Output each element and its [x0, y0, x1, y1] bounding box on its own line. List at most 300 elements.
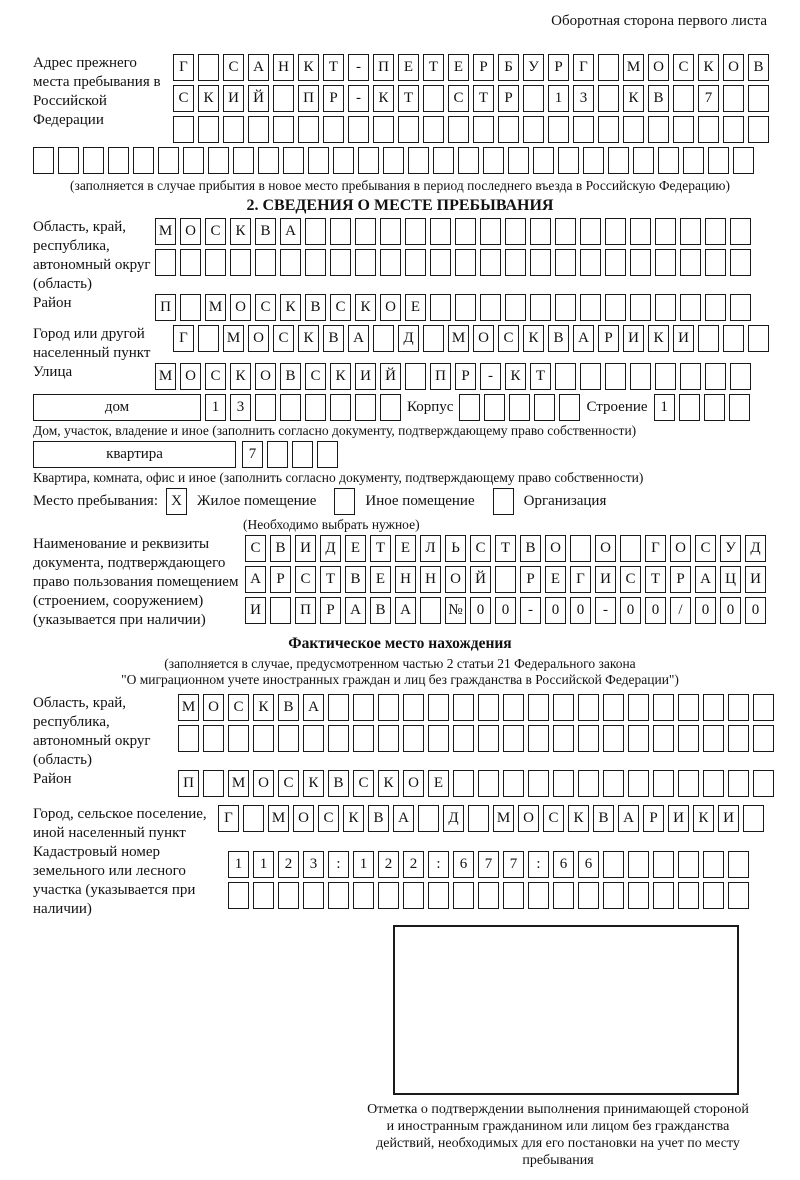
char-box[interactable]: [628, 725, 649, 752]
char-box[interactable]: К: [298, 325, 319, 352]
char-box[interactable]: С: [448, 85, 469, 112]
char-box[interactable]: С: [295, 566, 316, 593]
char-box[interactable]: У: [523, 54, 544, 81]
char-box[interactable]: 7: [503, 851, 524, 878]
char-box[interactable]: [33, 147, 54, 174]
char-box[interactable]: [483, 147, 504, 174]
char-box[interactable]: Е: [545, 566, 566, 593]
char-box[interactable]: [248, 116, 269, 143]
char-box[interactable]: [603, 725, 624, 752]
char-box[interactable]: [553, 770, 574, 797]
char-box[interactable]: К: [373, 85, 394, 112]
char-box[interactable]: О: [248, 325, 269, 352]
char-box[interactable]: 1: [353, 851, 374, 878]
char-box[interactable]: [630, 294, 651, 321]
char-box[interactable]: 1: [253, 851, 274, 878]
char-box[interactable]: [623, 116, 644, 143]
char-box[interactable]: [178, 725, 199, 752]
char-box[interactable]: [83, 147, 104, 174]
char-box[interactable]: [380, 249, 401, 276]
char-box[interactable]: [403, 882, 424, 909]
char-box[interactable]: [528, 694, 549, 721]
char-box[interactable]: С: [205, 363, 226, 390]
char-box[interactable]: [317, 441, 338, 468]
char-box[interactable]: [729, 394, 750, 421]
char-box[interactable]: С: [543, 805, 564, 832]
char-box[interactable]: 3: [573, 85, 594, 112]
char-box[interactable]: Е: [428, 770, 449, 797]
char-box[interactable]: [455, 218, 476, 245]
char-box[interactable]: А: [618, 805, 639, 832]
char-box[interactable]: [630, 218, 651, 245]
char-box[interactable]: [523, 85, 544, 112]
char-box[interactable]: К: [693, 805, 714, 832]
char-box[interactable]: 0: [745, 597, 766, 624]
char-box[interactable]: [658, 147, 679, 174]
char-box[interactable]: [748, 116, 769, 143]
char-box[interactable]: [555, 249, 576, 276]
char-box[interactable]: [678, 694, 699, 721]
char-box[interactable]: О: [445, 566, 466, 593]
char-box[interactable]: В: [278, 694, 299, 721]
char-box[interactable]: [380, 394, 401, 421]
char-box[interactable]: [628, 851, 649, 878]
char-box[interactable]: И: [668, 805, 689, 832]
char-box[interactable]: Н: [395, 566, 416, 593]
char-box[interactable]: 6: [453, 851, 474, 878]
char-box[interactable]: [423, 325, 444, 352]
char-box[interactable]: В: [345, 566, 366, 593]
char-box[interactable]: Р: [548, 54, 569, 81]
char-box[interactable]: О: [230, 294, 251, 321]
char-box[interactable]: [355, 218, 376, 245]
char-box[interactable]: [648, 116, 669, 143]
char-box[interactable]: Р: [643, 805, 664, 832]
char-box[interactable]: [403, 694, 424, 721]
char-box[interactable]: [553, 882, 574, 909]
char-box[interactable]: [679, 394, 700, 421]
char-box[interactable]: [267, 441, 288, 468]
char-box[interactable]: В: [255, 218, 276, 245]
char-box[interactable]: Т: [495, 535, 516, 562]
char-box[interactable]: [430, 218, 451, 245]
char-box[interactable]: Б: [498, 54, 519, 81]
char-box[interactable]: /: [670, 597, 691, 624]
char-box[interactable]: Р: [455, 363, 476, 390]
char-box[interactable]: Е: [345, 535, 366, 562]
char-box[interactable]: Г: [570, 566, 591, 593]
char-box[interactable]: [505, 294, 526, 321]
char-box[interactable]: [730, 218, 751, 245]
char-box[interactable]: 1: [205, 394, 226, 421]
char-box[interactable]: С: [278, 770, 299, 797]
char-box[interactable]: Р: [320, 597, 341, 624]
char-box[interactable]: В: [593, 805, 614, 832]
char-box[interactable]: К: [623, 85, 644, 112]
char-box[interactable]: И: [673, 325, 694, 352]
char-box[interactable]: [273, 116, 294, 143]
char-box[interactable]: [555, 294, 576, 321]
char-box[interactable]: Н: [420, 566, 441, 593]
char-box[interactable]: [292, 441, 313, 468]
char-box[interactable]: К: [198, 85, 219, 112]
char-box[interactable]: О: [180, 363, 201, 390]
char-box[interactable]: К: [505, 363, 526, 390]
char-box[interactable]: [508, 147, 529, 174]
char-box[interactable]: [383, 147, 404, 174]
char-box[interactable]: [559, 394, 580, 421]
char-box[interactable]: [330, 394, 351, 421]
char-box[interactable]: [753, 770, 774, 797]
char-box[interactable]: А: [573, 325, 594, 352]
char-box[interactable]: [578, 694, 599, 721]
char-box[interactable]: [705, 249, 726, 276]
char-box[interactable]: :: [528, 851, 549, 878]
char-box[interactable]: [278, 882, 299, 909]
char-box[interactable]: У: [720, 535, 741, 562]
char-box[interactable]: А: [393, 805, 414, 832]
char-box[interactable]: 3: [303, 851, 324, 878]
char-box[interactable]: С: [498, 325, 519, 352]
char-box[interactable]: [583, 147, 604, 174]
char-box[interactable]: [530, 294, 551, 321]
char-box[interactable]: [283, 147, 304, 174]
char-box[interactable]: [528, 882, 549, 909]
char-box[interactable]: [405, 363, 426, 390]
char-box[interactable]: Т: [398, 85, 419, 112]
char-box[interactable]: К: [253, 694, 274, 721]
char-box[interactable]: С: [273, 325, 294, 352]
char-box[interactable]: К: [280, 294, 301, 321]
char-box[interactable]: [458, 147, 479, 174]
char-box[interactable]: А: [395, 597, 416, 624]
char-box[interactable]: [203, 725, 224, 752]
char-box[interactable]: Е: [395, 535, 416, 562]
char-box[interactable]: К: [648, 325, 669, 352]
char-box[interactable]: [578, 725, 599, 752]
char-box[interactable]: [605, 249, 626, 276]
char-box[interactable]: [255, 394, 276, 421]
char-box[interactable]: [578, 882, 599, 909]
char-box[interactable]: С: [330, 294, 351, 321]
char-box[interactable]: [630, 363, 651, 390]
char-box[interactable]: [605, 294, 626, 321]
char-box[interactable]: [228, 882, 249, 909]
char-box[interactable]: [528, 770, 549, 797]
char-box[interactable]: -: [480, 363, 501, 390]
char-box[interactable]: [628, 882, 649, 909]
char-box[interactable]: И: [223, 85, 244, 112]
char-box[interactable]: [534, 394, 555, 421]
char-box[interactable]: Т: [323, 54, 344, 81]
char-box[interactable]: А: [695, 566, 716, 593]
char-box[interactable]: 0: [545, 597, 566, 624]
char-box[interactable]: [373, 325, 394, 352]
char-box[interactable]: [748, 85, 769, 112]
char-box[interactable]: [603, 770, 624, 797]
char-box[interactable]: [155, 249, 176, 276]
char-box[interactable]: [418, 805, 439, 832]
char-box[interactable]: [728, 694, 749, 721]
char-box[interactable]: [355, 249, 376, 276]
char-box[interactable]: И: [623, 325, 644, 352]
char-box[interactable]: Р: [473, 54, 494, 81]
char-box[interactable]: [503, 882, 524, 909]
char-box[interactable]: К: [355, 294, 376, 321]
char-box[interactable]: [728, 725, 749, 752]
char-box[interactable]: [704, 394, 725, 421]
char-box[interactable]: [473, 116, 494, 143]
char-box[interactable]: С: [695, 535, 716, 562]
char-box[interactable]: [753, 725, 774, 752]
char-box[interactable]: Д: [443, 805, 464, 832]
char-box[interactable]: [428, 694, 449, 721]
char-box[interactable]: 6: [553, 851, 574, 878]
char-box[interactable]: [753, 694, 774, 721]
char-box[interactable]: [723, 85, 744, 112]
char-box[interactable]: [555, 363, 576, 390]
char-box[interactable]: -: [348, 54, 369, 81]
char-box[interactable]: [108, 147, 129, 174]
char-box[interactable]: В: [548, 325, 569, 352]
char-box[interactable]: [708, 147, 729, 174]
char-box[interactable]: [328, 882, 349, 909]
char-box[interactable]: Е: [398, 54, 419, 81]
char-box[interactable]: [428, 725, 449, 752]
char-box[interactable]: [423, 116, 444, 143]
char-box[interactable]: Т: [320, 566, 341, 593]
char-box[interactable]: [455, 249, 476, 276]
char-box[interactable]: [459, 394, 480, 421]
char-box[interactable]: Л: [420, 535, 441, 562]
char-box[interactable]: [353, 725, 374, 752]
char-box[interactable]: [380, 218, 401, 245]
char-box[interactable]: М: [155, 363, 176, 390]
char-box[interactable]: [598, 85, 619, 112]
char-box[interactable]: П: [155, 294, 176, 321]
char-box[interactable]: [448, 116, 469, 143]
char-box[interactable]: Т: [370, 535, 391, 562]
char-box[interactable]: Й: [248, 85, 269, 112]
char-box[interactable]: С: [318, 805, 339, 832]
char-box[interactable]: М: [223, 325, 244, 352]
char-box[interactable]: -: [595, 597, 616, 624]
char-box[interactable]: И: [595, 566, 616, 593]
char-box[interactable]: [455, 294, 476, 321]
char-box[interactable]: [678, 770, 699, 797]
char-box[interactable]: [484, 394, 505, 421]
char-box[interactable]: [703, 882, 724, 909]
char-box[interactable]: [278, 725, 299, 752]
char-box[interactable]: [298, 116, 319, 143]
char-box[interactable]: [705, 363, 726, 390]
char-box[interactable]: Р: [598, 325, 619, 352]
char-box[interactable]: [305, 249, 326, 276]
char-box[interactable]: [158, 147, 179, 174]
char-box[interactable]: [423, 85, 444, 112]
char-box[interactable]: Ц: [720, 566, 741, 593]
char-box[interactable]: [653, 851, 674, 878]
char-box[interactable]: [653, 725, 674, 752]
char-box[interactable]: [453, 770, 474, 797]
char-box[interactable]: К: [230, 363, 251, 390]
char-box[interactable]: [330, 218, 351, 245]
char-box[interactable]: М: [155, 218, 176, 245]
char-box[interactable]: О: [723, 54, 744, 81]
char-box[interactable]: [620, 535, 641, 562]
char-box[interactable]: [183, 147, 204, 174]
char-box[interactable]: [505, 218, 526, 245]
char-box[interactable]: 3: [230, 394, 251, 421]
char-box[interactable]: [180, 249, 201, 276]
char-box[interactable]: К: [698, 54, 719, 81]
char-box[interactable]: [703, 851, 724, 878]
char-box[interactable]: Г: [173, 325, 194, 352]
char-box[interactable]: [378, 725, 399, 752]
char-box[interactable]: А: [280, 218, 301, 245]
char-box[interactable]: П: [178, 770, 199, 797]
char-box[interactable]: В: [748, 54, 769, 81]
char-box[interactable]: [580, 363, 601, 390]
char-box[interactable]: 0: [470, 597, 491, 624]
char-box[interactable]: [630, 249, 651, 276]
char-box[interactable]: [523, 116, 544, 143]
char-box[interactable]: 0: [720, 597, 741, 624]
char-box[interactable]: [533, 147, 554, 174]
char-box[interactable]: [353, 882, 374, 909]
char-box[interactable]: С: [620, 566, 641, 593]
char-box[interactable]: [653, 694, 674, 721]
char-box[interactable]: О: [545, 535, 566, 562]
char-box[interactable]: [503, 725, 524, 752]
char-box[interactable]: [498, 116, 519, 143]
char-box[interactable]: [578, 770, 599, 797]
char-box[interactable]: [703, 694, 724, 721]
char-box[interactable]: М: [228, 770, 249, 797]
char-box[interactable]: В: [648, 85, 669, 112]
char-box[interactable]: [208, 147, 229, 174]
char-box[interactable]: [420, 597, 441, 624]
char-box[interactable]: И: [295, 535, 316, 562]
char-box[interactable]: -: [520, 597, 541, 624]
char-box[interactable]: [198, 54, 219, 81]
char-box[interactable]: А: [348, 325, 369, 352]
char-box[interactable]: А: [345, 597, 366, 624]
char-box[interactable]: [723, 116, 744, 143]
char-box[interactable]: [580, 294, 601, 321]
char-box[interactable]: С: [205, 218, 226, 245]
char-box[interactable]: Т: [423, 54, 444, 81]
char-box[interactable]: [705, 294, 726, 321]
char-box[interactable]: [628, 694, 649, 721]
char-box[interactable]: К: [230, 218, 251, 245]
char-box[interactable]: В: [323, 325, 344, 352]
char-box[interactable]: [548, 116, 569, 143]
char-box[interactable]: [655, 294, 676, 321]
char-box[interactable]: [373, 116, 394, 143]
char-box[interactable]: [480, 249, 501, 276]
checkbox-residential[interactable]: X: [166, 488, 187, 515]
char-box[interactable]: Р: [498, 85, 519, 112]
char-box[interactable]: [580, 218, 601, 245]
char-box[interactable]: Г: [218, 805, 239, 832]
char-box[interactable]: В: [270, 535, 291, 562]
char-box[interactable]: 0: [645, 597, 666, 624]
char-box[interactable]: С: [173, 85, 194, 112]
char-box[interactable]: 2: [278, 851, 299, 878]
char-box[interactable]: [503, 770, 524, 797]
char-box[interactable]: Г: [645, 535, 666, 562]
char-box[interactable]: Й: [380, 363, 401, 390]
char-box[interactable]: [553, 725, 574, 752]
char-box[interactable]: 0: [495, 597, 516, 624]
apartment-type-box[interactable]: [33, 441, 236, 468]
char-box[interactable]: В: [520, 535, 541, 562]
checkbox-organization[interactable]: [493, 488, 514, 515]
char-box[interactable]: Д: [398, 325, 419, 352]
char-box[interactable]: [453, 694, 474, 721]
char-box[interactable]: [730, 249, 751, 276]
char-box[interactable]: [198, 116, 219, 143]
char-box[interactable]: [703, 725, 724, 752]
char-box[interactable]: [308, 147, 329, 174]
char-box[interactable]: [605, 218, 626, 245]
char-box[interactable]: [328, 725, 349, 752]
char-box[interactable]: С: [228, 694, 249, 721]
char-box[interactable]: О: [255, 363, 276, 390]
char-box[interactable]: [58, 147, 79, 174]
char-box[interactable]: [405, 249, 426, 276]
checkbox-other-premises[interactable]: [334, 488, 355, 515]
char-box[interactable]: [705, 218, 726, 245]
char-box[interactable]: [233, 147, 254, 174]
char-box[interactable]: 6: [578, 851, 599, 878]
char-box[interactable]: [628, 770, 649, 797]
char-box[interactable]: [603, 882, 624, 909]
char-box[interactable]: 1: [654, 394, 675, 421]
char-box[interactable]: [348, 116, 369, 143]
char-box[interactable]: [430, 294, 451, 321]
char-box[interactable]: М: [178, 694, 199, 721]
char-box[interactable]: С: [673, 54, 694, 81]
char-box[interactable]: Р: [670, 566, 691, 593]
char-box[interactable]: В: [368, 805, 389, 832]
char-box[interactable]: [398, 116, 419, 143]
char-box[interactable]: [608, 147, 629, 174]
char-box[interactable]: [505, 249, 526, 276]
char-box[interactable]: [303, 725, 324, 752]
char-box[interactable]: Т: [473, 85, 494, 112]
char-box[interactable]: К: [343, 805, 364, 832]
char-box[interactable]: М: [268, 805, 289, 832]
char-box[interactable]: [468, 805, 489, 832]
char-box[interactable]: С: [353, 770, 374, 797]
char-box[interactable]: И: [718, 805, 739, 832]
char-box[interactable]: [555, 218, 576, 245]
char-box[interactable]: [355, 394, 376, 421]
char-box[interactable]: [433, 147, 454, 174]
char-box[interactable]: [330, 249, 351, 276]
char-box[interactable]: [408, 147, 429, 174]
char-box[interactable]: [653, 770, 674, 797]
char-box[interactable]: [698, 116, 719, 143]
char-box[interactable]: [653, 882, 674, 909]
char-box[interactable]: 0: [620, 597, 641, 624]
char-box[interactable]: [598, 54, 619, 81]
char-box[interactable]: :: [428, 851, 449, 878]
char-box[interactable]: [530, 249, 551, 276]
char-box[interactable]: [655, 249, 676, 276]
